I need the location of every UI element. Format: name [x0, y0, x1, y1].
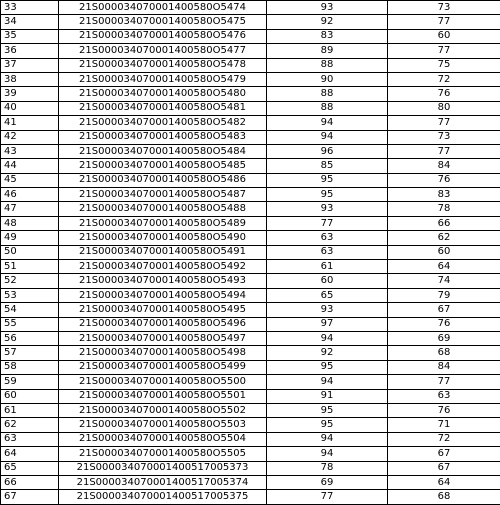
row-number-cell: 39: [1, 87, 59, 101]
score-2-cell: 77: [388, 144, 500, 158]
row-number-cell: 56: [1, 331, 59, 345]
score-1-cell: 90: [267, 72, 388, 86]
ticket-id-cell: 21S000034070001400580O5493: [59, 274, 267, 288]
ticket-id-cell: 21S000034070001400580O5490: [59, 231, 267, 245]
ticket-id-cell: 21S000034070001400580O5502: [59, 403, 267, 417]
row-number-cell: 37: [1, 58, 59, 72]
ticket-id-cell: 21S000034070001400517005375: [59, 490, 267, 504]
ticket-id-cell: 21S000034070001400580O5491: [59, 245, 267, 259]
table-row: [1, 72, 500, 86]
score-table-body: [1, 1, 500, 505]
score-1-cell: 94: [267, 116, 388, 130]
ticket-id-cell: 21S000034070001400580O5497: [59, 331, 267, 345]
ticket-id-cell: 21S000034070001400580O5496: [59, 317, 267, 331]
table-row: [1, 260, 500, 274]
score-2-cell: 76: [388, 317, 500, 331]
score-1-cell: 77: [267, 490, 388, 504]
ticket-id-cell: 21S000034070001400580O5498: [59, 346, 267, 360]
ticket-id-cell: 21S000034070001400580O5486: [59, 173, 267, 187]
table-row: [1, 1, 500, 15]
table-row: [1, 317, 500, 331]
table-row: [1, 389, 500, 403]
table-row: [1, 173, 500, 187]
score-2-cell: 72: [388, 432, 500, 446]
ticket-id-cell: 21S000034070001400580O5494: [59, 288, 267, 302]
score-2-cell: 73: [388, 1, 500, 15]
row-number-cell: 53: [1, 288, 59, 302]
ticket-id-cell: 21S000034070001400580O5480: [59, 87, 267, 101]
table-row: [1, 447, 500, 461]
row-number-cell: 41: [1, 116, 59, 130]
ticket-id-cell: 21S000034070001400580O5503: [59, 418, 267, 432]
table-row: [1, 202, 500, 216]
row-number-cell: 42: [1, 130, 59, 144]
ticket-id-cell: 21S000034070001400580O5505: [59, 447, 267, 461]
score-2-cell: 80: [388, 101, 500, 115]
table-row: [1, 403, 500, 417]
row-number-cell: 57: [1, 346, 59, 360]
score-1-cell: 95: [267, 188, 388, 202]
ticket-id-cell: 21S000034070001400580O5481: [59, 101, 267, 115]
table-row: [1, 331, 500, 345]
score-1-cell: 95: [267, 173, 388, 187]
score-2-cell: 77: [388, 116, 500, 130]
ticket-id-cell: 21S000034070001400580O5504: [59, 432, 267, 446]
score-1-cell: 77: [267, 216, 388, 230]
row-number-cell: 36: [1, 44, 59, 58]
table-row: [1, 130, 500, 144]
row-number-cell: 66: [1, 475, 59, 489]
row-number-cell: 47: [1, 202, 59, 216]
row-number-cell: 45: [1, 173, 59, 187]
score-2-cell: 77: [388, 15, 500, 29]
row-number-cell: 33: [1, 1, 59, 15]
score-1-cell: 94: [267, 432, 388, 446]
row-number-cell: 43: [1, 144, 59, 158]
table-row: [1, 245, 500, 259]
ticket-id-cell: 21S000034070001400580O5499: [59, 360, 267, 374]
table-row: [1, 288, 500, 302]
row-number-cell: 38: [1, 72, 59, 86]
score-1-cell: 93: [267, 1, 388, 15]
score-1-cell: 85: [267, 159, 388, 173]
table-row: [1, 29, 500, 43]
score-1-cell: 88: [267, 87, 388, 101]
table-row: [1, 58, 500, 72]
table-row: [1, 101, 500, 115]
table-row: [1, 303, 500, 317]
row-number-cell: 65: [1, 461, 59, 475]
score-1-cell: 65: [267, 288, 388, 302]
row-number-cell: 59: [1, 375, 59, 389]
score-2-cell: 76: [388, 87, 500, 101]
score-2-cell: 60: [388, 245, 500, 259]
score-1-cell: 88: [267, 58, 388, 72]
row-number-cell: 50: [1, 245, 59, 259]
score-1-cell: 63: [267, 231, 388, 245]
table-row: [1, 159, 500, 173]
score-2-cell: 84: [388, 360, 500, 374]
score-2-cell: 84: [388, 159, 500, 173]
ticket-id-cell: 21S000034070001400580O5485: [59, 159, 267, 173]
table-row: [1, 475, 500, 489]
score-1-cell: 60: [267, 274, 388, 288]
score-2-cell: 66: [388, 216, 500, 230]
score-1-cell: 89: [267, 44, 388, 58]
score-1-cell: 63: [267, 245, 388, 259]
score-2-cell: 68: [388, 490, 500, 504]
row-number-cell: 58: [1, 360, 59, 374]
table-row: [1, 144, 500, 158]
score-1-cell: 94: [267, 375, 388, 389]
table-row: [1, 418, 500, 432]
score-2-cell: 62: [388, 231, 500, 245]
score-2-cell: 64: [388, 475, 500, 489]
table-row: [1, 87, 500, 101]
table-row: [1, 231, 500, 245]
table-row: [1, 44, 500, 58]
row-number-cell: 62: [1, 418, 59, 432]
score-2-cell: 73: [388, 130, 500, 144]
table-row: [1, 188, 500, 202]
score-2-cell: 67: [388, 303, 500, 317]
table-row: [1, 274, 500, 288]
score-2-cell: 79: [388, 288, 500, 302]
ticket-id-cell: 21S000034070001400580O5477: [59, 44, 267, 58]
score-1-cell: 78: [267, 461, 388, 475]
score-1-cell: 94: [267, 447, 388, 461]
table-row: [1, 360, 500, 374]
row-number-cell: 34: [1, 15, 59, 29]
row-number-cell: 60: [1, 389, 59, 403]
row-number-cell: 40: [1, 101, 59, 115]
ticket-id-cell: 21S000034070001400580O5495: [59, 303, 267, 317]
score-1-cell: 83: [267, 29, 388, 43]
ticket-id-cell: 21S000034070001400580O5501: [59, 389, 267, 403]
score-2-cell: 69: [388, 331, 500, 345]
score-1-cell: 92: [267, 346, 388, 360]
score-1-cell: 93: [267, 202, 388, 216]
row-number-cell: 51: [1, 260, 59, 274]
score-2-cell: 67: [388, 447, 500, 461]
score-1-cell: 96: [267, 144, 388, 158]
row-number-cell: 67: [1, 490, 59, 504]
score-2-cell: 67: [388, 461, 500, 475]
ticket-id-cell: 21S000034070001400580O5474: [59, 1, 267, 15]
row-number-cell: 35: [1, 29, 59, 43]
ticket-id-cell: 21S000034070001400580O5484: [59, 144, 267, 158]
row-number-cell: 49: [1, 231, 59, 245]
ticket-id-cell: 21S000034070001400580O5482: [59, 116, 267, 130]
table-row: [1, 375, 500, 389]
row-number-cell: 54: [1, 303, 59, 317]
row-number-cell: 55: [1, 317, 59, 331]
ticket-id-cell: 21S000034070001400580O5479: [59, 72, 267, 86]
score-1-cell: 69: [267, 475, 388, 489]
row-number-cell: 64: [1, 447, 59, 461]
score-2-cell: 64: [388, 260, 500, 274]
row-number-cell: 46: [1, 188, 59, 202]
score-1-cell: 91: [267, 389, 388, 403]
ticket-id-cell: 21S000034070001400580O5483: [59, 130, 267, 144]
score-1-cell: 95: [267, 403, 388, 417]
score-2-cell: 72: [388, 72, 500, 86]
score-2-cell: 71: [388, 418, 500, 432]
table-row: [1, 216, 500, 230]
ticket-id-cell: 21S000034070001400580O5475: [59, 15, 267, 29]
score-2-cell: 74: [388, 274, 500, 288]
ticket-id-cell: 21S000034070001400580O5500: [59, 375, 267, 389]
score-1-cell: 95: [267, 418, 388, 432]
ticket-id-cell: 21S000034070001400580O5476: [59, 29, 267, 43]
table-row: [1, 461, 500, 475]
score-1-cell: 93: [267, 303, 388, 317]
ticket-id-cell: 21S000034070001400580O5492: [59, 260, 267, 274]
score-1-cell: 97: [267, 317, 388, 331]
score-1-cell: 92: [267, 15, 388, 29]
row-number-cell: 48: [1, 216, 59, 230]
score-1-cell: 95: [267, 360, 388, 374]
score-2-cell: 60: [388, 29, 500, 43]
ticket-id-cell: 21S000034070001400580O5488: [59, 202, 267, 216]
score-2-cell: 68: [388, 346, 500, 360]
score-2-cell: 77: [388, 44, 500, 58]
ticket-id-cell: 21S000034070001400517005373: [59, 461, 267, 475]
score-2-cell: 76: [388, 173, 500, 187]
table-row: [1, 432, 500, 446]
score-1-cell: 61: [267, 260, 388, 274]
table-row: [1, 346, 500, 360]
row-number-cell: 44: [1, 159, 59, 173]
row-number-cell: 61: [1, 403, 59, 417]
ticket-id-cell: 21S000034070001400517005374: [59, 475, 267, 489]
score-2-cell: 77: [388, 375, 500, 389]
score-1-cell: 88: [267, 101, 388, 115]
score-2-cell: 75: [388, 58, 500, 72]
table-row: [1, 116, 500, 130]
score-2-cell: 63: [388, 389, 500, 403]
score-2-cell: 83: [388, 188, 500, 202]
table-row: [1, 15, 500, 29]
score-2-cell: 76: [388, 403, 500, 417]
ticket-id-cell: 21S000034070001400580O5478: [59, 58, 267, 72]
row-number-cell: 63: [1, 432, 59, 446]
score-1-cell: 94: [267, 331, 388, 345]
ticket-id-cell: 21S000034070001400580O5487: [59, 188, 267, 202]
score-2-cell: 78: [388, 202, 500, 216]
ticket-id-cell: 21S000034070001400580O5489: [59, 216, 267, 230]
row-number-cell: 52: [1, 274, 59, 288]
score-1-cell: 94: [267, 130, 388, 144]
